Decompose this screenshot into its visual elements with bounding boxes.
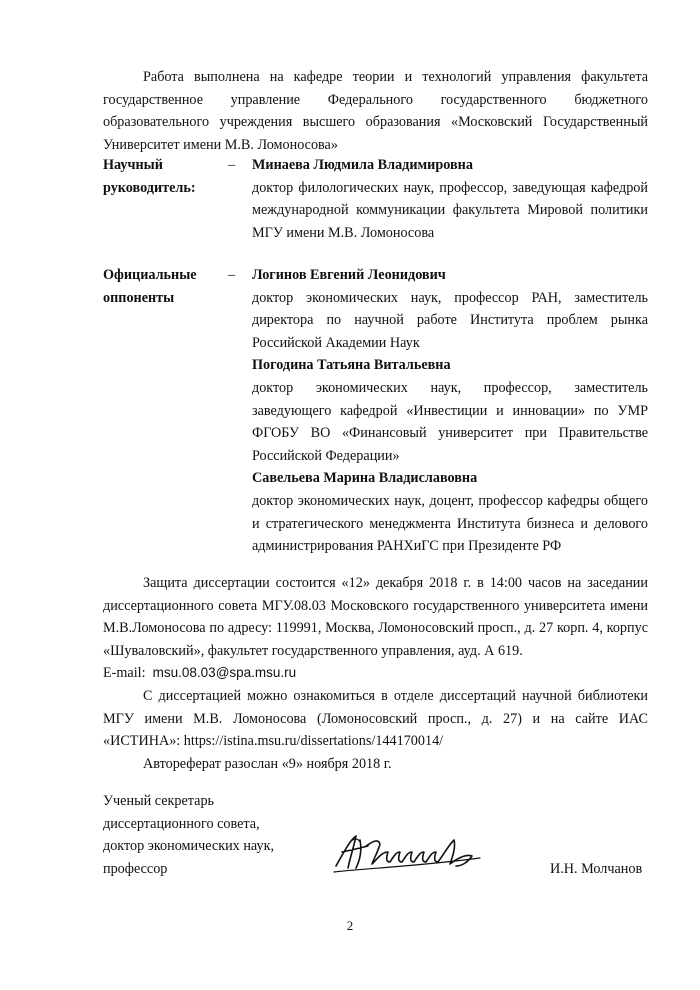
supervisor-dash: – — [228, 157, 236, 173]
supervisor-label-line1: Научный — [103, 157, 163, 173]
opponent-name: Логинов Евгений Леонидович — [252, 267, 446, 283]
opponent-name: Савельева Марина Владиславовна — [252, 470, 478, 487]
handwritten-signature — [330, 822, 500, 882]
opponents-block — [252, 264, 648, 558]
opponents-dash: – — [228, 267, 236, 283]
secretary-line: диссертационного совета, — [103, 815, 260, 832]
opponents-label-line1: Официальные — [103, 267, 197, 283]
opponent-description: доктор экономических наук, профессор, заместитель заведующего кафедрой «Инвестиции и инновации» по УМР ФГОБУ ВО «Финансовый университет при Правительстве Российской Федерации» — [252, 379, 648, 464]
page-number: 2 — [346, 918, 354, 933]
supervisor-label-line2: руководитель: — [103, 180, 196, 196]
sent-date-line: Автореферат разослан «9» ноября 2018 г. — [143, 756, 392, 772]
supervisor-name: Минаева Людмила Владимировна — [252, 157, 473, 173]
email-link[interactable]: msu.08.03@spa.msu.ru — [152, 665, 297, 680]
supervisor-description: доктор филологических наук, профессор, заведующая кафедрой международной коммуникации факультета Мировой политики МГУ имени М.В. Ломоносова — [252, 179, 648, 241]
defense-paragraph: Защита диссертации состоится «12» декабря 2018 г. в 14:00 часов на заседании диссертационного совета МГУ.08.03 Московского государственного университета имени М.В.Ломоносова по адресу: 119991, Москва, Ломоносовский просп., д. 27 корп. 4, корпус «Шуваловский», факультет государственного управления, ауд. А 619. — [103, 575, 648, 659]
email-line — [103, 662, 296, 685]
opponent-description: доктор экономических наук, профессор РАН, заместитель директора по научной работе Института проблем рынка Российской Академии Наук — [252, 289, 648, 351]
secretary-line: профессор — [103, 860, 168, 877]
intro-paragraph: Работа выполнена на кафедре теории и технологий управления факультета государственное управление Федерального государственного бюджетного образовательного учреждения высшего образования «Московский Государственный Университет имени М.В. Ломоносова» — [103, 69, 648, 153]
opponent-description: доктор экономических наук, доцент, профессор кафедры общего и стратегического менеджмента Института бизнеса и делового администрирования РАНХиГС при Президенте РФ — [252, 492, 648, 555]
library-paragraph: С диссертацией можно ознакомиться в отделе диссертаций научной библиотеки МГУ имени М.В. Ломоносова (Ломоносовский просп., д. 27) и на сайте ИАС «ИСТИНА»: https://istina.msu.ru/dissertations/144170014/ — [103, 688, 648, 750]
opponents-label-line2: оппоненты — [103, 290, 175, 306]
supervisor-block — [252, 154, 648, 244]
secretary-line: доктор экономических наук, — [103, 838, 275, 855]
secretary-block — [103, 790, 274, 880]
opponent-name: Погодина Татьяна Витальевна — [252, 357, 451, 374]
secretary-line: Ученый секретарь — [103, 793, 215, 809]
secretary-name: И.Н. Молчанов — [550, 861, 643, 877]
email-label: E-mail: — [103, 665, 146, 681]
